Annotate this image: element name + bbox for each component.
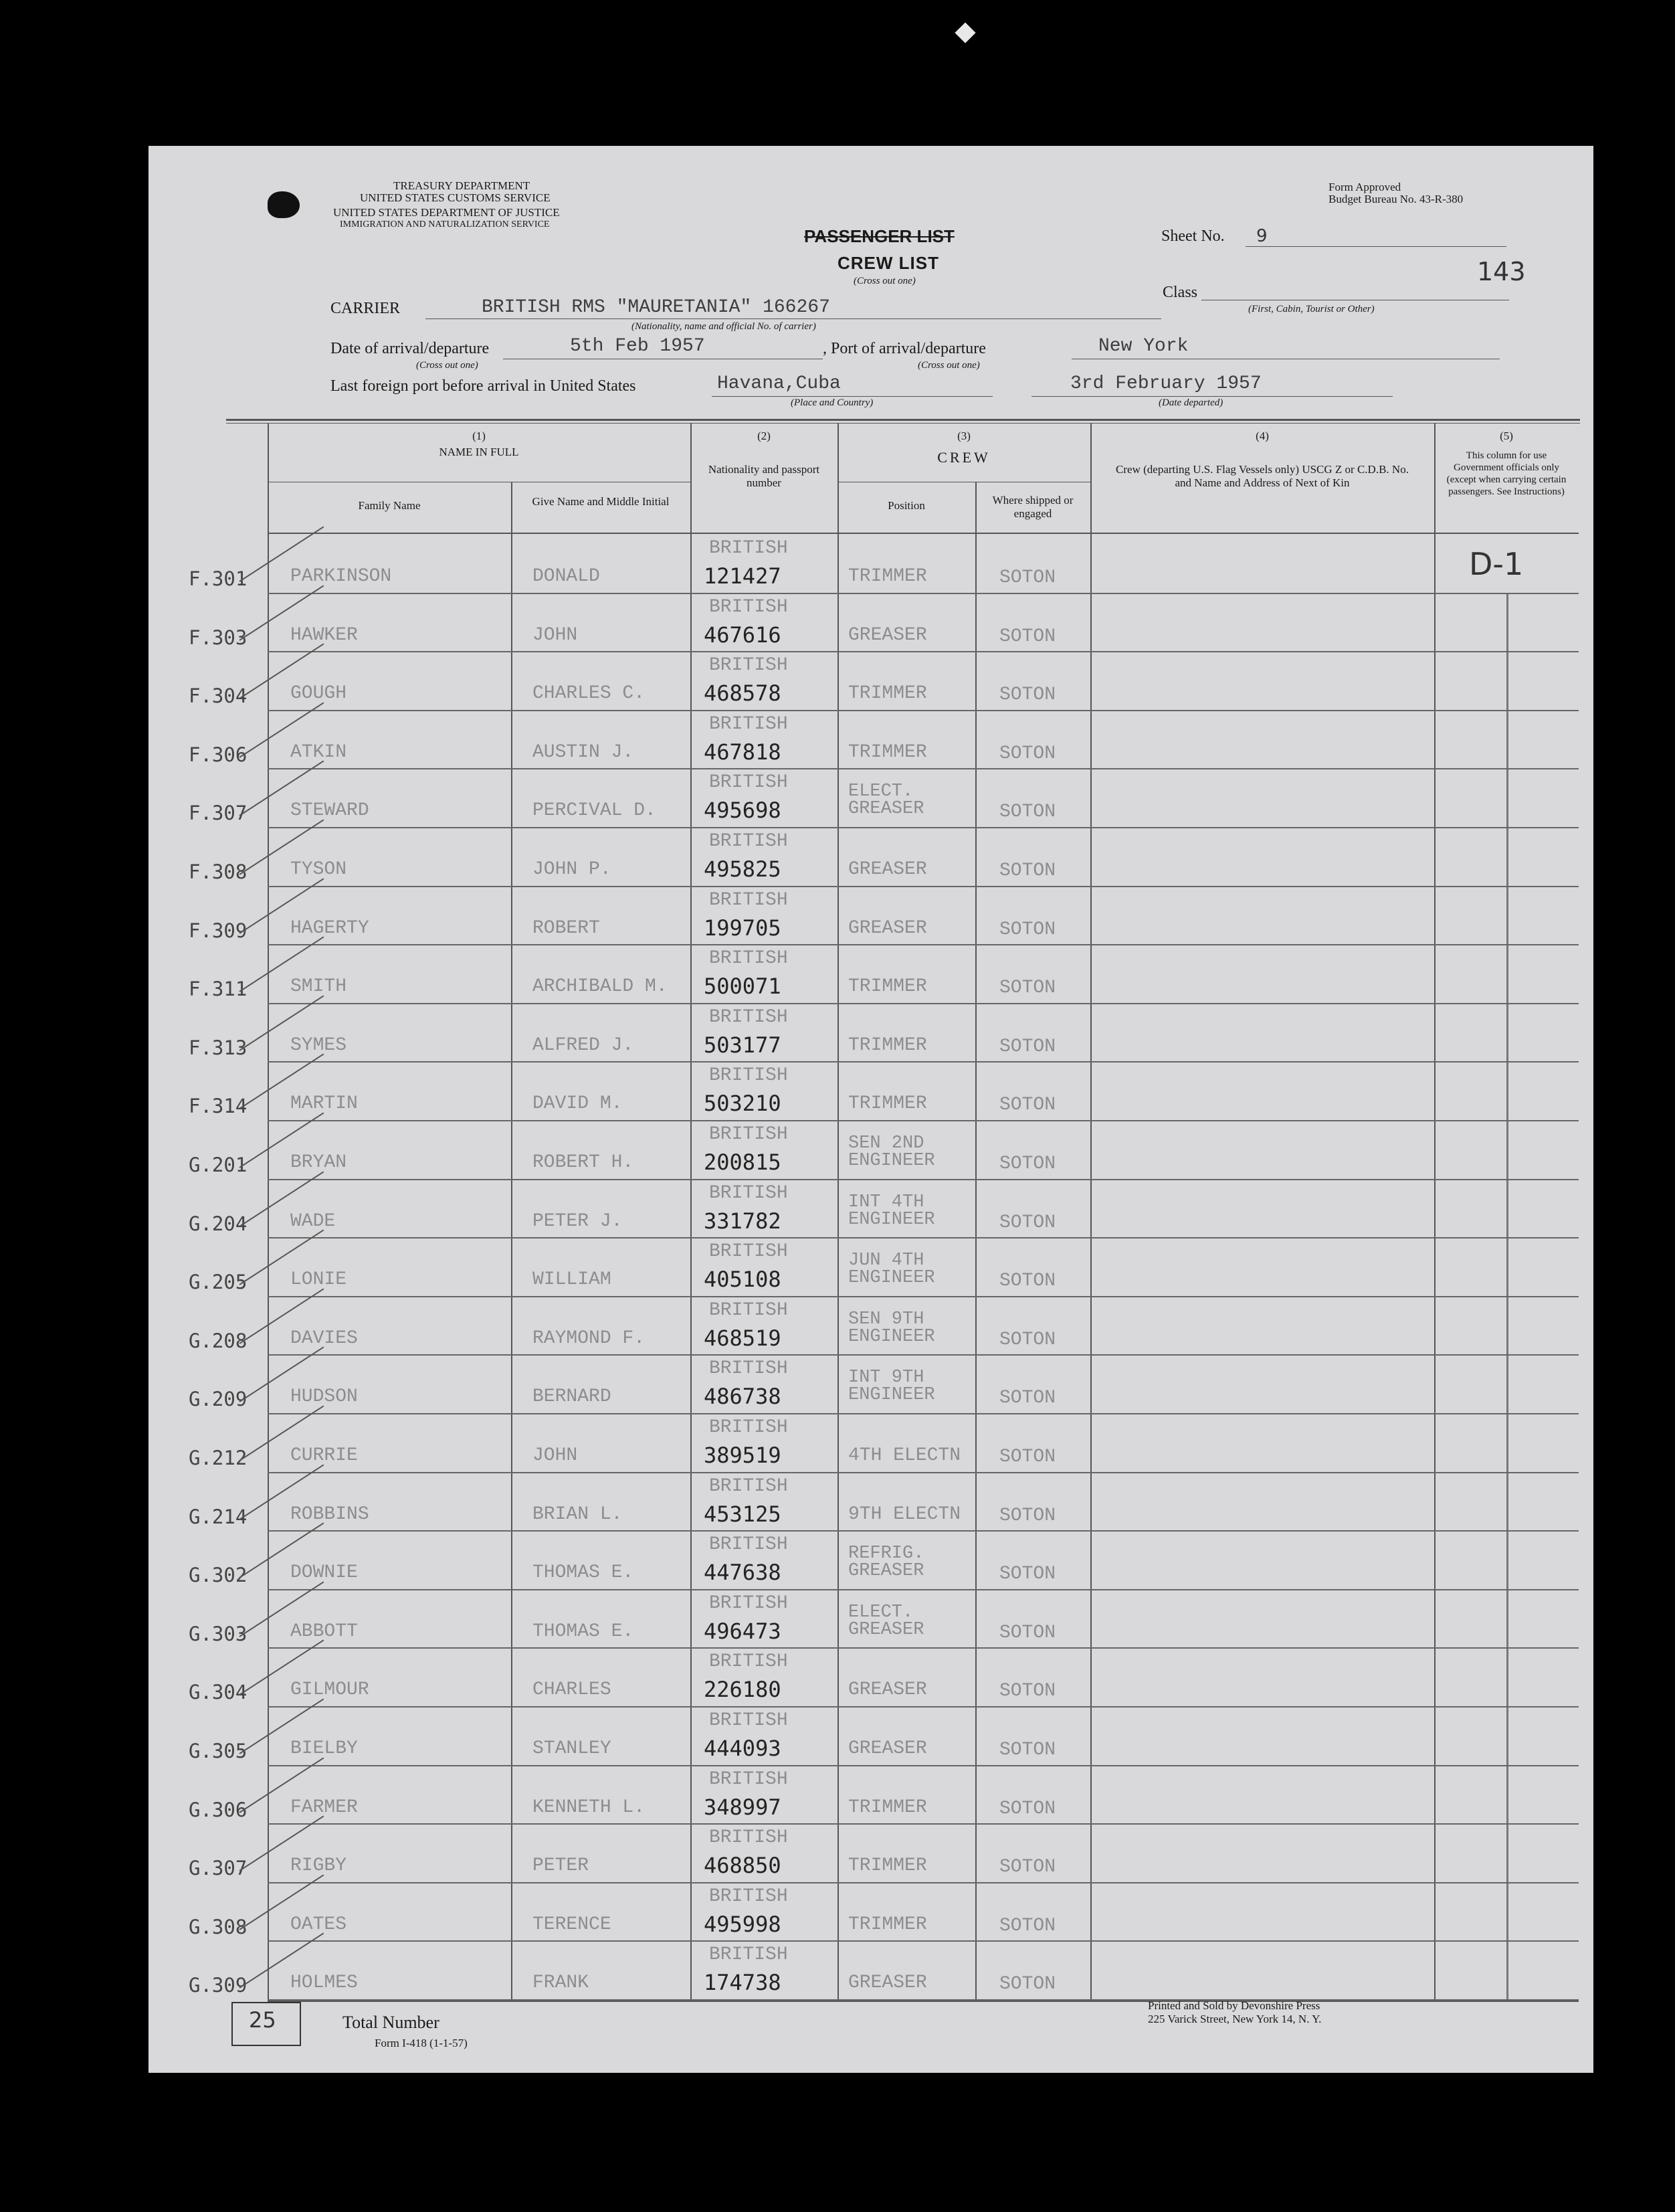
passport-number: 200815 <box>704 1149 781 1175</box>
given-name: JOHN <box>532 1445 578 1466</box>
row-divider <box>268 1472 1579 1473</box>
row-divider <box>268 944 1579 945</box>
passport-number: 503177 <box>704 1032 781 1058</box>
passport-number: 500071 <box>704 974 781 1000</box>
row-label: G.307 <box>189 1857 248 1880</box>
date-departed-value: 3rd February 1957 <box>1070 373 1262 394</box>
given-name: CHARLES C. <box>532 683 646 705</box>
where-shipped: SOTON <box>999 860 1056 881</box>
port-cross-note: (Cross out one) <box>918 360 980 371</box>
passport-number: 389519 <box>704 1443 781 1468</box>
given-name: PERCIVAL D. <box>532 800 656 822</box>
position: 9TH ELECTN <box>848 1503 961 1525</box>
nationality: BRITISH <box>709 1475 788 1497</box>
position-line2: ENGINEER <box>848 1385 935 1406</box>
col2-number: (2) <box>757 430 771 442</box>
class-note: (First, Cabin, Tourist or Other) <box>1248 304 1375 314</box>
row-divider <box>268 1237 1579 1238</box>
passport-number: 121427 <box>704 563 781 589</box>
row-label: F.303 <box>189 626 248 649</box>
row-divider <box>268 1940 1579 1942</box>
row-divider <box>268 1413 1579 1414</box>
position-line2: ENGINEER <box>848 1326 935 1347</box>
row-divider <box>268 1530 1579 1532</box>
family-name: OATES <box>290 1914 347 1935</box>
position-line2: ENGINEER <box>848 1209 935 1230</box>
where-shipped: SOTON <box>999 978 1056 999</box>
where-shipped: SOTON <box>999 1974 1056 1995</box>
nationality: BRITISH <box>709 772 788 794</box>
where-shipped: SOTON <box>999 1154 1056 1174</box>
row-label: F.311 <box>189 978 248 1001</box>
carrier-label: CARRIER <box>330 300 401 317</box>
last-port-value: Havana,Cuba <box>717 373 841 394</box>
passport-number: 467616 <box>704 622 781 648</box>
row-divider <box>268 768 1579 769</box>
given-name: ALFRED J. <box>532 1034 634 1056</box>
crew-list-title: CREW LIST <box>838 253 939 273</box>
position: TRIMMER <box>848 566 927 587</box>
position-line2: GREASER <box>848 799 924 820</box>
given-name: PETER J. <box>532 1210 623 1232</box>
given-name: DAVID M. <box>532 1093 623 1115</box>
given-name: THOMAS E. <box>532 1621 634 1642</box>
family-name: ABBOTT <box>290 1621 358 1642</box>
nationality: BRITISH <box>709 1710 788 1731</box>
nationality: BRITISH <box>709 1065 788 1087</box>
where-shipped: SOTON <box>999 743 1056 764</box>
position: TRIMMER <box>848 976 927 998</box>
class-label: Class <box>1163 284 1198 301</box>
row-label: G.205 <box>189 1271 248 1294</box>
nationality: BRITISH <box>709 948 788 970</box>
row-label: G.209 <box>189 1388 248 1411</box>
where-shipped: SOTON <box>999 1212 1056 1233</box>
given-name: CHARLES <box>532 1679 611 1701</box>
given-name: WILLIAM <box>532 1269 611 1291</box>
row-divider <box>268 1647 1579 1649</box>
passport-number: 503210 <box>704 1091 781 1117</box>
where-shipped: SOTON <box>999 1681 1056 1702</box>
given-name: ROBERT H. <box>532 1152 634 1173</box>
nationality: BRITISH <box>709 889 788 911</box>
customs-service: UNITED STATES CUSTOMS SERVICE <box>360 191 551 204</box>
position: INT 9TH <box>848 1368 924 1388</box>
col5-title: This column for use Government officials only (except when carrying certain passengers. See Instructions) <box>1446 450 1567 497</box>
row-label: F.301 <box>189 567 248 590</box>
row-divider <box>268 1765 1579 1766</box>
given-name: PETER <box>532 1855 589 1877</box>
family-name: ATKIN <box>290 741 347 763</box>
position: GREASER <box>848 624 927 646</box>
given-name: JOHN P. <box>532 859 611 880</box>
row-divider <box>268 1179 1579 1180</box>
row-divider <box>268 1823 1579 1825</box>
where-shipped: SOTON <box>999 1564 1056 1585</box>
nationality: BRITISH <box>709 1241 788 1263</box>
nationality: BRITISH <box>709 1358 788 1380</box>
nationality: BRITISH <box>709 1006 788 1028</box>
total-box <box>231 2002 301 2046</box>
where-shipped: SOTON <box>999 1036 1056 1057</box>
where-shipped: SOTON <box>999 626 1056 647</box>
passport-number: 468850 <box>704 1853 781 1879</box>
family-name: HAGERTY <box>290 917 369 939</box>
nationality: BRITISH <box>709 655 788 676</box>
family-name: SYMES <box>290 1034 347 1056</box>
family-name: LONIE <box>290 1269 347 1291</box>
carrier-note: (Nationality, name and official No. of carrier) <box>631 321 816 332</box>
position-line2: ENGINEER <box>848 1268 935 1289</box>
where-shipped: SOTON <box>999 1505 1056 1526</box>
nationality: BRITISH <box>709 1944 788 1966</box>
row-label: F.306 <box>189 743 248 766</box>
where-shipped: SOTON <box>999 1388 1056 1409</box>
position: GREASER <box>848 1972 927 1994</box>
family-name: BIELBY <box>290 1738 358 1759</box>
given-name: THOMAS E. <box>532 1562 634 1584</box>
row-label: G.306 <box>189 1798 248 1821</box>
cross-out-note: (Cross out one) <box>854 276 916 286</box>
nationality: BRITISH <box>709 1827 788 1849</box>
nationality: BRITISH <box>709 1182 788 1204</box>
given-name: ROBERT <box>532 917 600 939</box>
row-label: G.302 <box>189 1564 248 1587</box>
position: TRIMMER <box>848 1034 927 1056</box>
passport-number: 348997 <box>704 1794 781 1820</box>
col1-title: NAME IN FULL <box>439 446 519 458</box>
position: ELECT. <box>848 781 914 802</box>
port-value: New York <box>1098 336 1189 357</box>
nationality: BRITISH <box>709 596 788 618</box>
passport-number: 444093 <box>704 1736 781 1761</box>
position: TRIMMER <box>848 683 927 705</box>
row-divider <box>268 1706 1579 1708</box>
row-divider <box>268 886 1579 887</box>
nationality: BRITISH <box>709 1885 788 1907</box>
passport-number: 405108 <box>704 1267 781 1293</box>
annotation-d1: D-1 <box>1469 546 1524 582</box>
row-divider <box>268 710 1579 711</box>
family-name: BRYAN <box>290 1152 347 1173</box>
arrival-label: Date of arrival/departure <box>330 340 490 357</box>
budget-bureau: Budget Bureau No. 43-R-380 <box>1328 193 1464 205</box>
where-shipped: SOTON <box>999 919 1056 940</box>
position: ELECT. <box>848 1602 914 1623</box>
family-name: DOWNIE <box>290 1562 358 1584</box>
sheet-number: 9 <box>1256 226 1268 246</box>
given-name: ARCHIBALD M. <box>532 976 668 998</box>
row-label: F.313 <box>189 1036 248 1059</box>
nationality: BRITISH <box>709 538 788 559</box>
where-shipped: SOTON <box>999 684 1056 706</box>
given-name: BERNARD <box>532 1386 611 1408</box>
row-divider <box>268 1589 1579 1590</box>
given-name: DONALD <box>532 566 600 587</box>
row-label: F.314 <box>189 1095 248 1118</box>
row-label: G.204 <box>189 1212 248 1235</box>
col3-title: CREW <box>937 449 991 466</box>
justice-dept: UNITED STATES DEPARTMENT OF JUSTICE <box>333 206 560 219</box>
col2-title: Nationality and passport number <box>708 463 820 489</box>
row-label: F.308 <box>189 860 248 883</box>
passport-number: 495998 <box>704 1911 781 1937</box>
col-family-name: Family Name <box>358 499 421 512</box>
place-note: (Place and Country) <box>791 397 874 408</box>
given-name: STANLEY <box>532 1738 611 1759</box>
arrival-date: 5th Feb 1957 <box>570 336 705 357</box>
row-divider <box>268 593 1579 594</box>
nationality: BRITISH <box>709 1417 788 1438</box>
passport-number: 486738 <box>704 1384 781 1410</box>
col-position: Position <box>888 499 925 512</box>
family-name: TYSON <box>290 859 347 880</box>
family-name: HAWKER <box>290 624 358 646</box>
row-label: F.304 <box>189 684 248 708</box>
row-label: G.309 <box>189 1974 248 1997</box>
passport-number: 199705 <box>704 915 781 941</box>
scan-speck <box>955 22 975 43</box>
nationality: BRITISH <box>709 1592 788 1614</box>
position-line2: ENGINEER <box>848 1151 935 1171</box>
row-divider <box>268 1061 1579 1063</box>
passport-number: 468578 <box>704 680 781 707</box>
nationality: BRITISH <box>709 1299 788 1321</box>
where-shipped: SOTON <box>999 1095 1056 1116</box>
family-name: HUDSON <box>290 1386 358 1408</box>
position: SEN 9TH <box>848 1309 924 1329</box>
position: TRIMMER <box>848 1796 927 1818</box>
position: 4TH ELECTN <box>848 1445 961 1466</box>
where-shipped: SOTON <box>999 1622 1056 1643</box>
given-name: RAYMOND F. <box>532 1327 646 1349</box>
carrier-value: BRITISH RMS "MAURETANIA" 166267 <box>482 297 830 318</box>
where-shipped: SOTON <box>999 1329 1056 1350</box>
family-name: GILMOUR <box>290 1679 369 1701</box>
port-label: , Port of arrival/departure <box>823 340 986 357</box>
col4-title: Crew (departing U.S. Flag Vessels only) USCG Z or C.D.B. No. and Name and Address of Next of Kin <box>1116 463 1409 489</box>
row-label: G.208 <box>189 1329 248 1352</box>
where-shipped: SOTON <box>999 1271 1056 1292</box>
position: TRIMMER <box>848 1855 927 1877</box>
row-divider <box>268 1354 1579 1356</box>
given-name: AUSTIN J. <box>532 741 634 763</box>
passport-number: 331782 <box>704 1208 781 1234</box>
row-label: G.201 <box>189 1154 248 1176</box>
family-name: RIGBY <box>290 1855 347 1877</box>
passport-number: 453125 <box>704 1501 781 1527</box>
given-name: KENNETH L. <box>532 1796 646 1818</box>
passport-number: 467818 <box>704 739 781 765</box>
where-shipped: SOTON <box>999 1447 1056 1467</box>
row-label: F.309 <box>189 919 248 942</box>
form-approved: Form Approved <box>1328 181 1401 193</box>
treasury-dept: TREASURY DEPARTMENT <box>393 179 530 192</box>
ink-blot <box>268 191 300 218</box>
position: SEN 2ND <box>848 1133 924 1154</box>
row-label: G.212 <box>189 1447 248 1469</box>
row-label: G.304 <box>189 1681 248 1704</box>
family-name: CURRIE <box>290 1445 358 1466</box>
passport-number: 496473 <box>704 1618 781 1644</box>
nationality: BRITISH <box>709 713 788 735</box>
col4-number: (4) <box>1256 430 1269 442</box>
nationality: BRITISH <box>709 1534 788 1556</box>
row-divider <box>268 1003 1579 1004</box>
col5-number: (5) <box>1500 430 1513 442</box>
printer-line-1: Printed and Sold by Devonshire Press <box>1148 1999 1320 2012</box>
position: GREASER <box>848 1738 927 1759</box>
given-name: TERENCE <box>532 1914 611 1935</box>
family-name: STEWARD <box>290 800 369 822</box>
where-shipped: SOTON <box>999 1798 1056 1819</box>
given-name: BRIAN L. <box>532 1503 623 1525</box>
arrival-cross-note: (Cross out one) <box>416 360 478 371</box>
row-divider <box>268 1120 1579 1121</box>
family-name: MARTIN <box>290 1093 358 1115</box>
position-line2: GREASER <box>848 1619 924 1640</box>
row-divider <box>268 827 1579 828</box>
passport-number: 226180 <box>704 1677 781 1703</box>
position: GREASER <box>848 1679 927 1701</box>
where-shipped: SOTON <box>999 1915 1056 1936</box>
sheet-label: Sheet No. <box>1161 227 1225 245</box>
position: JUN 4TH <box>848 1251 924 1271</box>
row-label: G.305 <box>189 1740 248 1762</box>
col3-number: (3) <box>957 430 971 442</box>
where-shipped: SOTON <box>999 1740 1056 1760</box>
row-divider <box>268 1296 1579 1297</box>
family-name: FARMER <box>290 1796 358 1818</box>
row-label: G.214 <box>189 1505 248 1528</box>
position: TRIMMER <box>848 1093 927 1115</box>
total-value: 25 <box>249 2007 276 2033</box>
passport-number: 495825 <box>704 856 781 882</box>
family-name: PARKINSON <box>290 566 392 587</box>
form-id: Form I-418 (1-1-57) <box>375 2037 468 2049</box>
passport-number: 447638 <box>704 1560 781 1586</box>
passport-number: 174738 <box>704 1970 781 1996</box>
family-name: SMITH <box>290 976 347 998</box>
nationality: BRITISH <box>709 1651 788 1673</box>
family-name: WADE <box>290 1210 336 1232</box>
date-departed-note: (Date departed) <box>1159 397 1223 408</box>
given-name: FRANK <box>532 1972 589 1994</box>
position-line2: GREASER <box>848 1561 924 1582</box>
row-label: G.303 <box>189 1622 248 1645</box>
nationality: BRITISH <box>709 1124 788 1145</box>
position: GREASER <box>848 859 927 880</box>
last-port-label: Last foreign port before arrival in United States <box>330 377 636 395</box>
position: TRIMMER <box>848 1914 927 1935</box>
passport-number: 495698 <box>704 798 781 824</box>
row-divider <box>268 651 1579 652</box>
position: INT 4TH <box>848 1192 924 1212</box>
given-name: JOHN <box>532 624 578 646</box>
passenger-list-title: PASSENGER LIST <box>804 226 955 246</box>
page-number: 143 <box>1477 257 1526 286</box>
family-name: ROBBINS <box>290 1503 369 1525</box>
row-label: F.307 <box>189 802 248 825</box>
total-label: Total Number <box>342 2013 439 2032</box>
row-label: G.308 <box>189 1915 248 1938</box>
nationality: BRITISH <box>709 1768 788 1790</box>
col-where-shipped: Where shipped or engaged <box>992 494 1074 520</box>
position: GREASER <box>848 917 927 939</box>
passport-number: 468519 <box>704 1325 781 1351</box>
position: TRIMMER <box>848 741 927 763</box>
where-shipped: SOTON <box>999 567 1056 588</box>
ins-service: IMMIGRATION AND NATURALIZATION SERVICE <box>340 219 550 229</box>
family-name: HOLMES <box>290 1972 358 1994</box>
family-name: DAVIES <box>290 1327 358 1349</box>
where-shipped: SOTON <box>999 1857 1056 1878</box>
where-shipped: SOTON <box>999 802 1056 823</box>
position: REFRIG. <box>848 1544 924 1564</box>
nationality: BRITISH <box>709 831 788 852</box>
printer-line-2: 225 Varick Street, New York 14, N. Y. <box>1148 2013 1322 2025</box>
crew-list-form <box>149 146 1593 2073</box>
family-name: GOUGH <box>290 683 347 705</box>
col1-number: (1) <box>472 430 486 442</box>
row-divider <box>268 1882 1579 1883</box>
col-given-name: Give Name and Middle Initial <box>532 495 670 508</box>
